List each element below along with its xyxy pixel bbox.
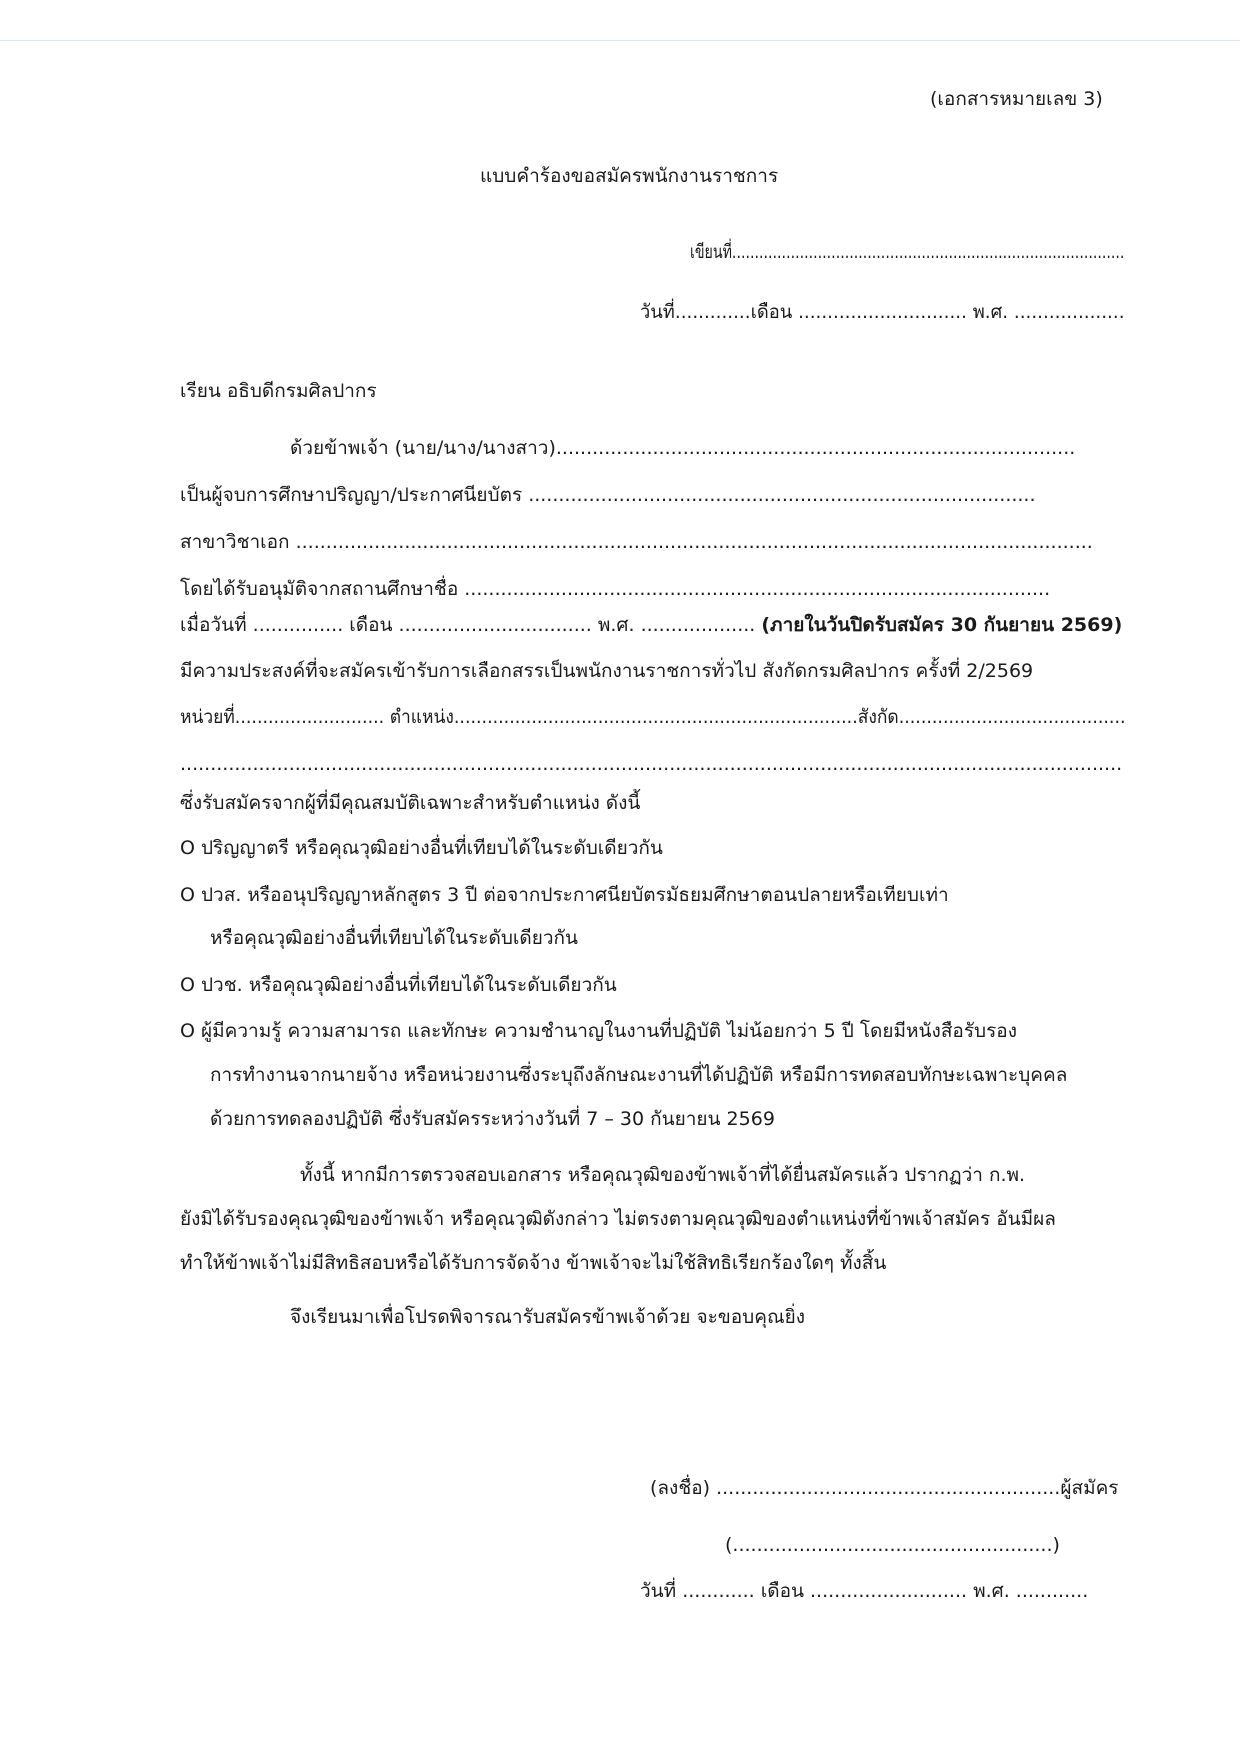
date-field[interactable]: วันที่.............เดือน ............................. พ.ศ. ................... [640,301,1125,323]
option-bachelor[interactable]: O ปริญญาตรี หรือคุณวุฒิอย่างอื่นที่เทียบได้ในระดับเดียวกัน [180,837,663,859]
degree-field[interactable]: เป็นผู้จบการศึกษาปริญญา/ประกาศนียบัตร .................................................................................... [180,484,1036,506]
approval-date-line [180,612,1122,638]
document-number: (เอกสารหมายเลข 3) [930,88,1103,110]
institution-field[interactable]: โดยได้รับอนุมัติจากสถานศึกษาชื่อ ................................................................................................. [180,578,1051,600]
signature-field[interactable]: (ลงชื่อ) .........................................................ผู้สมัคร [650,1477,1119,1499]
disclaimer-line-1: ทั้งนี้ หากมีการตรวจสอบเอกสาร หรือคุณวุฒิของข้าพเจ้าที่ได้ยื่นสมัครแล้ว ปรากฏว่า ก.พ. [300,1164,1026,1186]
form-title: แบบคำร้องขอสมัครพนักงานราชการ [480,165,779,187]
qualifications-heading: ซึ่งรับสมัครจากผู้ที่มีคุณสมบัติเฉพาะสำหรับตำแหน่ง ดังนี้ [180,792,641,814]
option-diploma-cont: หรือคุณวุฒิอย่างอื่นที่เทียบได้ในระดับเดียวกัน [210,927,579,949]
disclaimer-line-2: ยังมิได้รับรองคุณวุฒิของข้าพเจ้า หรือคุณวุฒิดังกล่าว ไม่ตรงตามคุณวุฒิของตำแหน่งที่ข้าพเจ้าสมัคร อันมีผล [180,1208,1056,1230]
extra-line-field[interactable]: ............................................................................................................................................................ [180,753,1123,775]
option-diploma[interactable]: O ปวส. หรืออนุปริญญาหลักสูตร 3 ปี ต่อจากประกาศนียบัตรมัธยมศึกษาตอนปลายหรือเทียบเท่า [180,884,949,906]
approval-date-field[interactable]: เมื่อวันที่ ............... เดือน ................................ พ.ศ. ................... [180,614,762,636]
closing-line: จึงเรียนมาเพื่อโปรดพิจารณารับสมัครข้าพเจ้าด้วย จะขอบคุณยิ่ง [290,1306,805,1328]
printed-name-field[interactable]: (.....................................................) [725,1534,1060,1556]
option-experience[interactable]: O ผู้มีความรู้ ความสามารถ และทักษะ ความชำนาญในงานที่ปฏิบัติ ไม่น้อยกว่า 5 ปี โดยมีหนังสือรับรอง [180,1020,1017,1042]
disclaimer-line-3: ทำให้ข้าพเจ้าไม่มีสิทธิสอบหรือได้รับการจัดจ้าง ข้าพเจ้าจะไม่ใช้สิทธิเรียกร้องใดๆ ทั้งสิ้น [180,1252,887,1274]
salutation: เรียน อธิบดีกรมศิลปากร [180,380,377,402]
intent-statement: มีความประสงค์ที่จะสมัครเข้ารับการเลือกสรรเป็นพนักงานราชการทั่วไป สังกัดกรมศิลปากร ครั้งที่ 2/2569 [180,660,1034,682]
signature-date-field[interactable]: วันที่ ............ เดือน .......................... พ.ศ. ............ [640,1580,1089,1602]
deadline-note: (ภายในวันปิดรับสมัคร 30 กันยายน 2569) [761,614,1123,636]
top-border [0,40,1240,41]
written-at-field[interactable]: เขียนที่....................................................................................... [690,241,1125,263]
option-experience-cont2: ด้วยการทดลองปฏิบัติ ซึ่งรับสมัครระหว่างวันที่ 7 – 30 กันยายน 2569 [210,1108,775,1130]
option-vocational[interactable]: O ปวช. หรือคุณวุฒิอย่างอื่นที่เทียบได้ในระดับเดียวกัน [180,974,617,996]
option-experience-cont1: การทำงานจากนายจ้าง หรือหน่วยงานซึ่งระบุถึงลักษณะงานที่ได้ปฏิบัติ หรือมีการทดสอบทักษะเฉพาะบุคคล [210,1064,1068,1086]
applicant-name-field[interactable]: ด้วยข้าพเจ้า (นาย/นาง/นางสาว)...................................................................................... [290,437,1076,459]
unit-position-field[interactable]: หน่วยที่........................... ตำแหน่ง.........................................................................สังกัด......................................... [180,706,1126,728]
major-field[interactable]: สาขาวิชาเอก .................................................................................................................................... [180,531,1093,553]
